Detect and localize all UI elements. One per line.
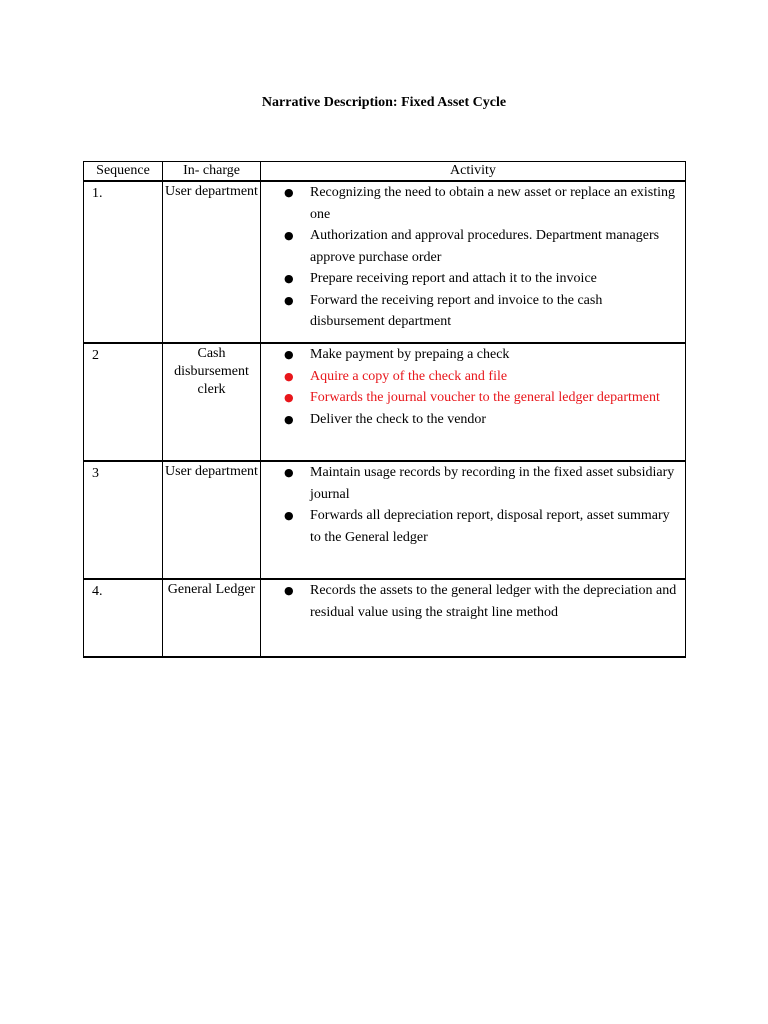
table-row xyxy=(84,579,686,657)
activity-list xyxy=(261,182,679,333)
activity-list-item: ● Deliver the check to the vendor xyxy=(261,409,679,431)
sequence-cell: 4. xyxy=(84,579,163,657)
table-row xyxy=(84,461,686,579)
activity-cell xyxy=(261,461,686,579)
document-title: Narrative Description: Fixed Asset Cycle xyxy=(261,95,507,110)
sequence-cell: 3 xyxy=(84,461,163,579)
activity-list xyxy=(261,580,679,623)
in-charge-cell: User department xyxy=(163,181,261,343)
activity-list-item: ● Forwards all depreciation report, disposal report, asset summary to the General ledger xyxy=(261,505,679,548)
header-activity: Activity xyxy=(261,162,686,182)
sequence-cell: 1. xyxy=(84,181,163,343)
in-charge-cell: General Ledger xyxy=(163,579,261,657)
table-row xyxy=(84,181,686,343)
activity-list-item: ● Authorization and approval procedures. Department managers approve purchase order xyxy=(261,225,679,268)
activity-list-item: ● Aquire a copy of the check and file xyxy=(261,366,679,388)
activity-list-item: ● Records the assets to the general ledger with the depreciation and residual value using the straight line method xyxy=(261,580,679,623)
activity-list xyxy=(261,462,679,548)
sequence-cell: 2 xyxy=(84,343,163,461)
activity-list-item: ● Recognizing the need to obtain a new asset or replace an existing one xyxy=(261,182,679,225)
activity-list-item: ● Prepare receiving report and attach it to the invoice xyxy=(261,268,679,290)
activity-cell xyxy=(261,579,686,657)
activity-cell xyxy=(261,343,686,461)
header-in-charge: In- charge xyxy=(163,162,261,182)
activity-list-item: ● Make payment by prepaing a check xyxy=(261,344,679,366)
activity-list-item: ● Forward the receiving report and invoice to the cash disbursement department xyxy=(261,290,679,333)
table-row xyxy=(84,343,686,461)
fixed-asset-cycle-table xyxy=(83,161,686,658)
activity-list-item: ● Forwards the journal voucher to the general ledger department xyxy=(261,387,679,409)
header-sequence: Sequence xyxy=(84,162,163,182)
table-header-row xyxy=(84,162,686,182)
activity-cell xyxy=(261,181,686,343)
activity-list xyxy=(261,344,679,430)
in-charge-cell: Cash disbursement clerk xyxy=(163,343,261,461)
activity-list-item: ● Maintain usage records by recording in the fixed asset subsidiary journal xyxy=(261,462,679,505)
in-charge-cell: User department xyxy=(163,461,261,579)
